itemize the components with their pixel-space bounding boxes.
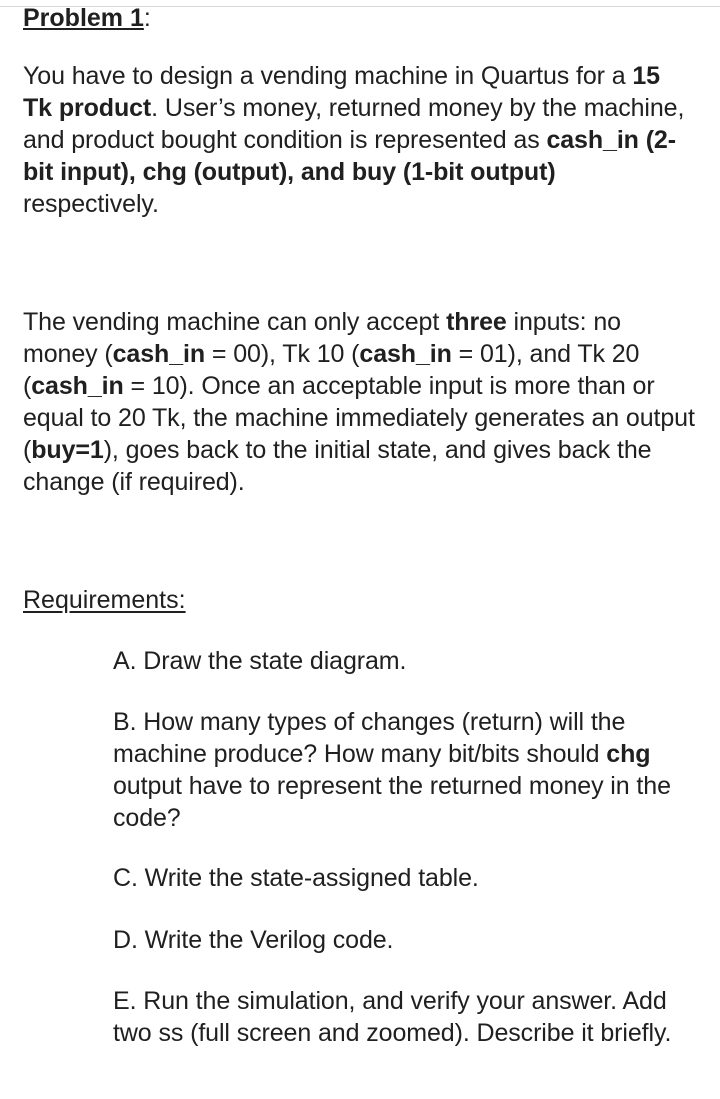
requirement-c: C. Write the state-assigned table. — [113, 864, 479, 892]
intro-text-3: respectively. — [23, 190, 159, 218]
inputs-bold-three: three — [446, 308, 507, 336]
inputs-text-3: = 00), Tk 10 ( — [205, 340, 360, 368]
intro-paragraph — [23, 60, 695, 220]
inputs-bold-cash-in-1: cash_in — [112, 340, 206, 368]
problem-title — [23, 4, 151, 32]
intro-bold-signals: cash_in (2-bit input), chg (output), and buy (1-bit output) — [23, 126, 676, 186]
problem-title-label: Problem 1 — [23, 4, 144, 32]
intro-text-2: . User’s money, returned money by the machine, and product bought condition is represented as — [23, 94, 685, 154]
requirements-heading: Requirements: — [23, 586, 186, 614]
requirement-b — [113, 706, 695, 834]
requirement-a: A. Draw the state diagram. — [113, 647, 407, 675]
inputs-text-2: inputs: no money ( — [23, 308, 621, 368]
intro-text-1: You have to design a vending machine in Quartus for a — [23, 62, 633, 90]
requirement-b-text-1: B. How many types of changes (return) will the machine produce? How many bit/bits should — [113, 708, 626, 768]
inputs-bold-buy: buy=1 — [31, 436, 104, 464]
inputs-text-4: = 01), and Tk 20 ( — [23, 340, 640, 400]
requirement-e: E. Run the simulation, and verify your answer. Add two ss (full screen and zoomed). Describe it briefly. — [113, 987, 672, 1047]
inputs-text-5: = 10). Once an acceptable input is more than or equal to 20 Tk, the machine immediately generates an output ( — [23, 372, 695, 464]
inputs-paragraph — [23, 306, 695, 498]
inputs-bold-cash-in-2: cash_in — [359, 340, 452, 368]
intro-bold-product: 15 Tk product — [23, 62, 660, 122]
requirement-b-text-2: output have to represent the returned money in the code? — [113, 772, 671, 832]
requirement-b-bold-chg: chg — [606, 740, 651, 768]
inputs-bold-cash-in-3: cash_in — [31, 372, 124, 400]
inputs-text-1: The vending machine can only accept — [23, 308, 447, 336]
requirement-d: D. Write the Verilog code. — [113, 926, 394, 954]
inputs-text-6: ), goes back to the initial state, and gives back the change (if required). — [23, 436, 652, 496]
problem-title-colon: : — [143, 4, 151, 32]
